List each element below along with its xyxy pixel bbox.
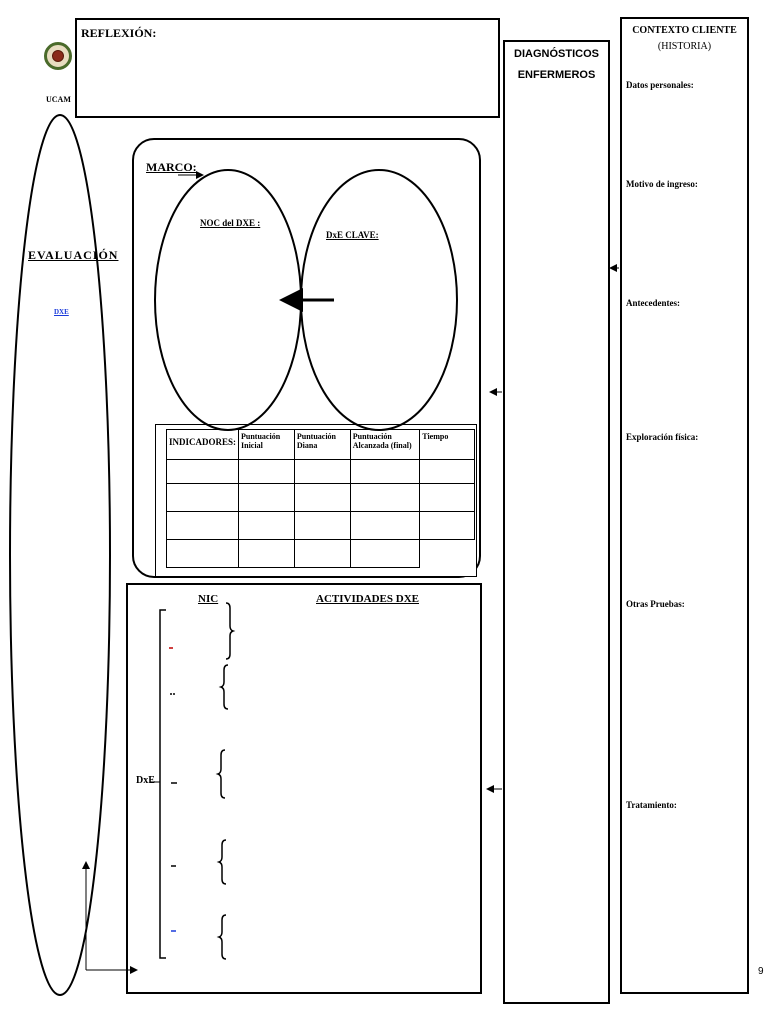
field-datos-personales: Datos personales: bbox=[626, 80, 694, 90]
marco-title: MARCO: bbox=[146, 160, 197, 174]
noc-label: NOC del DXE : bbox=[200, 218, 261, 228]
dxe-label: DxE bbox=[136, 775, 155, 786]
nic-title: NIC bbox=[198, 593, 219, 605]
header-puntuacion-alcanzada: Puntuación Alcanzada (final) bbox=[350, 430, 420, 460]
actividades-brace-3 bbox=[218, 750, 225, 798]
header-puntuacion-diana: Puntuación Diana bbox=[294, 430, 350, 460]
header-indicadores: INDICADORES: bbox=[167, 430, 239, 460]
actividades-brace-4 bbox=[219, 840, 226, 884]
actividades-brace-5 bbox=[219, 915, 226, 959]
dxe-clave-label: DxE CLAVE: bbox=[326, 230, 379, 240]
reflexion-title: REFLEXIÓN: bbox=[81, 26, 157, 40]
contexto-title-2: (HISTORIA) bbox=[657, 41, 712, 52]
evaluacion-title: EVALUACIÓN bbox=[28, 248, 119, 262]
header-puntuacion-inicial: Puntuación Inicial bbox=[239, 430, 295, 460]
actividades-brace-1 bbox=[226, 603, 233, 659]
actividades-title: ACTIVIDADES DXE bbox=[316, 593, 419, 605]
diagnosticos-title-1: DIAGNÓSTICOS bbox=[514, 48, 599, 60]
field-motivo-ingreso: Motivo de ingreso: bbox=[626, 179, 698, 189]
actividades-brace-2 bbox=[221, 665, 228, 709]
field-exploracion-fisica: Exploración física: bbox=[626, 432, 699, 442]
diagnosticos-title-2: ENFERMEROS bbox=[517, 69, 596, 81]
noc-ellipse bbox=[155, 170, 301, 430]
field-tratamiento: Tratamiento: bbox=[626, 800, 677, 810]
header-tiempo: Tiempo bbox=[420, 430, 475, 460]
contexto-title-1: CONTEXTO CLIENTE bbox=[632, 25, 737, 36]
logo-caption: UCAM bbox=[46, 95, 71, 104]
evaluacion-ellipse bbox=[10, 115, 110, 995]
field-antecedentes: Antecedentes: bbox=[626, 298, 680, 308]
dxe-bracket bbox=[160, 610, 166, 958]
field-otras-pruebas: Otras Pruebas: bbox=[626, 599, 685, 609]
page-number: 9 bbox=[758, 966, 764, 977]
evaluacion-dxe-link[interactable]: DXE bbox=[54, 308, 69, 316]
